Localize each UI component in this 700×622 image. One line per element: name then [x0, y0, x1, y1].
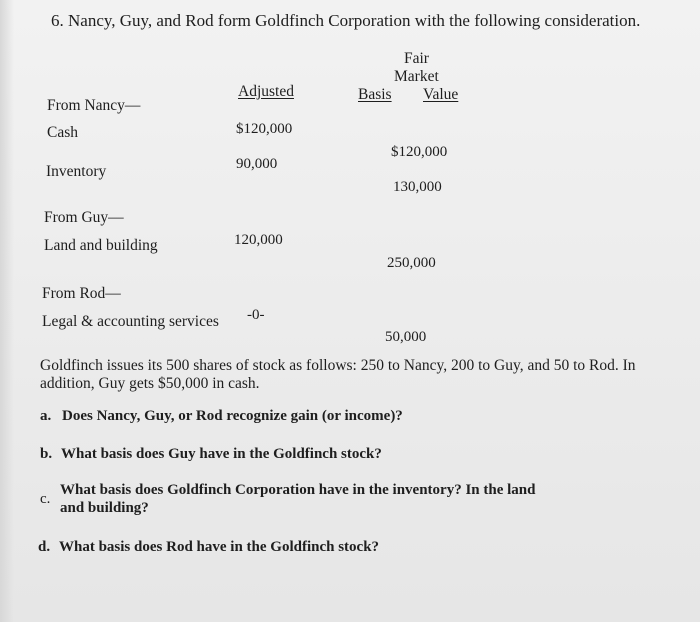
question-d-text: What basis does Rod have in the Goldfinch stock? [59, 539, 380, 555]
item-basis-inventory: 90,000 [236, 156, 278, 172]
problem-title: 6. Nancy, Guy, and Rod form Goldfinch Corporation with the following consideration. [51, 11, 641, 30]
item-basis-land-building: 120,000 [234, 232, 283, 248]
page-edge-shadow [0, 0, 14, 622]
item-label-cash: Cash [47, 124, 78, 141]
question-a-letter: a. [40, 408, 52, 424]
contributor-guy: From Guy— [44, 209, 124, 226]
contributor-rod: From Rod— [42, 285, 121, 302]
question-c-letter: c. [40, 491, 51, 507]
contributor-nancy: From Nancy— [47, 97, 141, 114]
item-fmv-land-building: 250,000 [387, 255, 436, 271]
header-fair: Fair [404, 50, 429, 67]
item-fmv-inventory: 130,000 [393, 179, 442, 195]
header-value: Value [423, 86, 459, 103]
question-d-letter: d. [38, 539, 51, 555]
item-fmv-legal-accounting: 50,000 [385, 329, 427, 345]
question-a-text: Does Nancy, Guy, or Rod recognize gain (or income)? [62, 408, 403, 424]
header-market: Market [394, 68, 439, 85]
question-b-letter: b. [40, 446, 53, 462]
item-basis-cash: $120,000 [236, 121, 293, 137]
item-basis-legal-accounting: -0- [247, 307, 265, 323]
item-fmv-cash: $120,000 [391, 144, 448, 160]
header-basis: Basis [358, 86, 392, 103]
item-label-land-building: Land and building [44, 237, 158, 254]
header-adjusted: Adjusted [238, 83, 294, 100]
item-label-inventory: Inventory [46, 163, 107, 180]
question-b-text: What basis does Guy have in the Goldfinch stock? [61, 446, 382, 462]
narrative-paragraph: Goldfinch issues its 500 shares of stock as follows: 250 to Nancy, 200 to Guy, and 50 to Rod. In addition, Guy gets $50,000 in cash. [40, 357, 636, 392]
question-c-text: What basis does Goldfinch Corporation have in the inventory? In the land and building? [60, 482, 536, 516]
item-label-legal-accounting: Legal & accounting services [42, 313, 219, 330]
